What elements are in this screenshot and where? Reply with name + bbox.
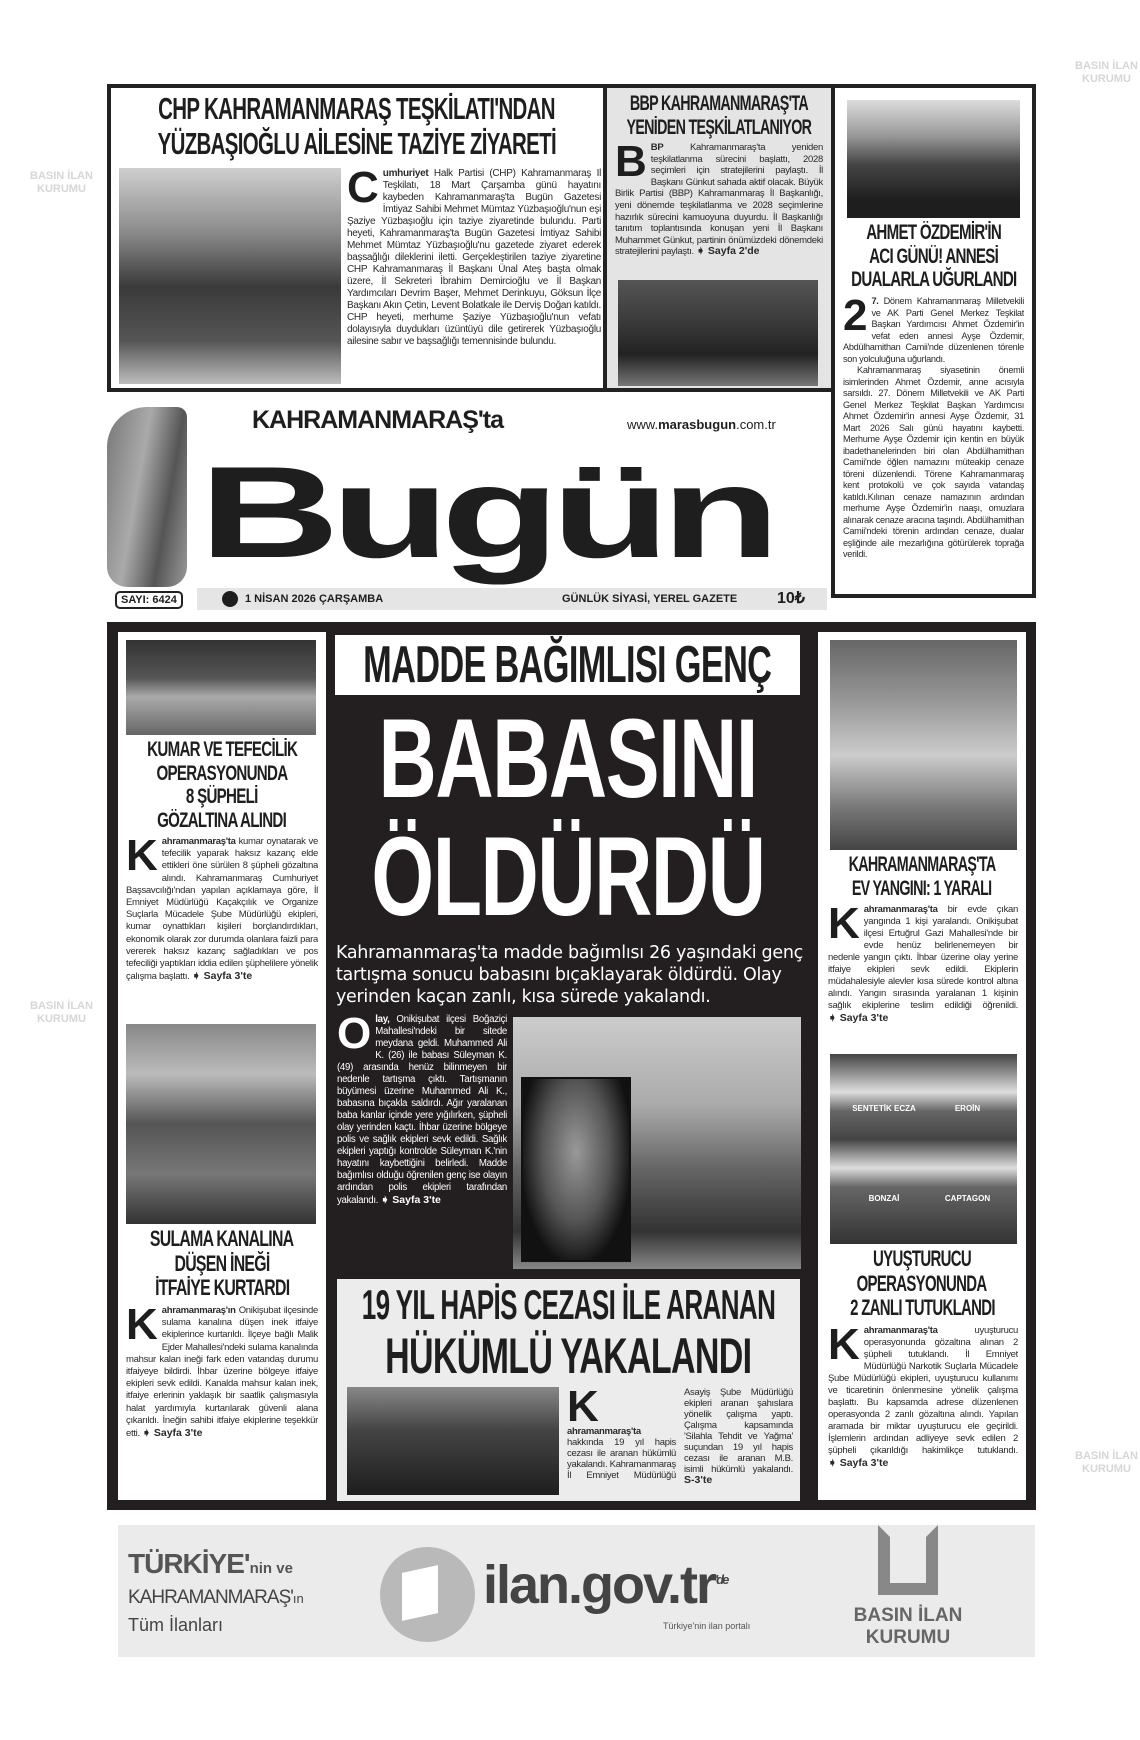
evidence-label: SENTETİK ECZA [852,1104,916,1113]
scene-photo [513,1017,801,1269]
basin-ilan-logo-icon [878,1525,938,1595]
article-headline: KUMAR VE TEFECİLİK [146,738,298,761]
article-headline: OPERASYONUNDA [857,1270,987,1296]
price: 10₺ [777,590,805,607]
article-headline: CHP KAHRAMANMARAŞ TEŞKİLATI'NDAN [158,91,556,126]
watermark-text: KURUMU [1082,1463,1131,1475]
article-body: Kahramanmaraş'ta kumar oynatarak ve tefecilik yaparak haksız kazanç elde ettikleri öne sürülen 8 şüpheli gözaltına alındı. Kahramanmaraş Cumhuriyet Başsavcılığı'ndan yapılan açıklamaya göre, İl Emniyet Müdürlüğü Kaçakçılık ve Organize Suçlarla Mücadele Şube Müdürlüğü ekipleri, kumar oynattıkları kişileri borçlandırdıkları, ekonomik olarak zor durumda olanlara faizli para vererek haksız kazanç sağladıkları ve pos tefeciliği yaptıkları iddia edilen şüphelilere yönelik çalışma başlattı. ➧ Sayfa 3'te [126,836,318,983]
article-headline: YÜZBAŞIOĞLU AİLESİNE TAZİYE ZİYARETİ [157,125,557,161]
article-photo [126,1024,316,1224]
article-headline: İTFAİYE KURTARDI [154,1275,290,1301]
article-photo [347,1387,559,1495]
main-headline-line: ÖLDÜRDÜ [370,814,765,939]
right-column [818,632,1026,1500]
article-photo [126,640,316,735]
kicker-bar [335,635,800,695]
watermark [30,1000,93,1026]
article-headline: AHMET ÖZDEMİR'İN [866,221,1002,244]
article-headline: DUALARLA UĞURLANDI [851,268,1017,292]
continue-link[interactable]: ➧ Sayfa 3'te [828,1457,889,1469]
article-headline: YENİDEN TEŞKİLATLANIYOR [626,115,812,139]
article-headline: BBP KAHRAMANMARAŞ'TA [629,92,809,115]
issue-date: 1 NİSAN 2026 ÇARŞAMBA [245,593,384,605]
main-headline-line: BABASINI [378,696,757,821]
article-photo [119,168,341,384]
article-ozdemir[interactable] [831,84,1036,598]
basin-ilan-logo: BASIN İLAN KURUMU [853,1605,963,1648]
watermark-text: BASIN İLAN [30,170,93,182]
article-headline: 2 ZANLI TUTUKLANDI [849,1295,995,1321]
article-body: Cumhuriyet Halk Partisi (CHP) Kahramanmaraş İl Teşkilatı, 18 Mart Çarşamba günü hayatını kaybeden Kahramanmaraş'ta Bugün Gazetesi İmtiyaz Sahibi Mehmet Mümtaz Yüzbaşıoğlu'nun eşi Şaziye Yüzbaşıoğlu için taziye ziyaretinde bulundu. Parti heyeti, Kahramanmaraş'ta Bugün Gazetesi İmtiyaz Sahibi Mehmet Mümtaz Yüzbaşıoğlu'nu gazetede ziyaret ederek başsağlığı dileklerini iletti. Gerçekleştirilen taziye ziyaretine CHP Kahramanmaraş İl Başkanı Ünal Ateş başta olmak üzere, İl Sekreteri İbrahim Demircioğlu ve İl Başkan Yardımcıları Devrim Başer, Mehmet Derinkuyu, Göksun İlçe Başkanı Akın Çetin, Levent Bolatkale ile Derviş Doğan katıldı. CHP heyeti, merhume Şaziye Yüzbaşıoğlu'nun vefatı dolayısıyla duydukları üzüntüyü dile getirerek Yüzbaşıoğlu ailesine sabır ve başsağlığı temennisinde bulundu. [347,168,601,347]
main-body: Olay, Onikişubat ilçesi Boğaziçi Mahallesi'ndeki bir sitede meydana geldi. Muhammed Ali K. (26) ile babası Süleyman K. (49) arasında henüz bilinmeyen bir nedenle tartışma çıktı. Tartışmanın büyümesi üzerine Muhammed Ali K., babasına bıçakla saldırdı. Ağır yaralanan baba kanlar içinde yere yığılırken, şüpheli olay yerinden kaçtı. İhbar üzerine bölgeye polis ve sağlık ekipleri sevk edildi. Sağlık ekipleri yaptığı kontrolde Süleyman K.'nin hayatını kaybettiğini belirledi. Madde bağımlısı olduğu öğrenilen genç ise olayın ardından polis ekipleri tarafından yakalandı. ➧ Sayfa 3'te [337,1014,507,1206]
watermark [30,170,93,196]
left-column [118,632,326,1500]
article-hukumlu[interactable] [337,1279,800,1501]
watermark-text: KURUMU [37,1013,86,1025]
article-body: Kahramanmaraş'ın Onikişubat ilçesinde sulama kanalına düşen inek itfaiye ekiplerince kurtarıldı. İlçeye bağlı Malik Ejder Mahallesi'ndeki sulama kanalında mahsur kalan ineği fark eden vatandaş durumu itfaiyeye bildirdi. İhbar üzerine bölgeye itfaiye ekipleri sevk edildi. Kanalda mahsur kalan inek, itfaiye erlerinin yaklaşık bir saatlik çalışmasıyla halat yardımıyla kurtarılarak güvenli alana çıkarıldı. İneğin sahibi itfaiye ekiplerine teşekkür etti. ➧ Sayfa 3'te [126,1305,318,1440]
continue-link[interactable]: S-3'te [684,1474,713,1486]
article-body: Kahramanmaraş'ta bir evde çıkan yangında 1 kişi yaralandı. Onikişubat ilçesi Ertuğrul Gazi Mahallesi'nde bir evde henüz belirlenemeyen bir nedenle yangın çıktı. İhbar üzerine olay yerine itfaiye ekipleri sevk edildi. Ekiplerin müdahalesiyle alevler kısa sürede kontrol altına alındı. Yangın sırasında yaralanan 1 kişinin sağlık ekiplerine teslim edildiği öğrenildi. ➧ Sayfa 3'te [828,904,1018,1024]
article-headline: SULAMA KANALINA [150,1226,294,1251]
suspect-portrait [521,1077,631,1262]
continue-link[interactable]: ➧ Sayfa 3'te [380,1194,441,1206]
watermark-text: KURUMU [1082,73,1131,85]
evidence-label: BONZAİ [868,1194,900,1203]
article-body: K ahramanmaraş'ta hakkında 19 yıl hapis cezası ile aranan hükümlü yakalandı. Kahramanmaraş İl Emniyet Müdürlüğü Asayiş Şube Müdürlüğü ekipleri aranan şahıslara yönelik çalışma yaptı. Çalışma kapsamında 'Silahla Tehdit ve Yağma' suçundan 19 yıl hapis cezası ile aranan M.B. isimli hükümlü yakalandı. S-3'te [567,1387,793,1486]
article-headline: UYUŞTURUCU [873,1246,971,1271]
evidence-label: EROİN [954,1104,981,1113]
ilan-portal-logo[interactable]: $ilan.gov.tr^{'de}$ [483,1555,728,1615]
watermark [1075,1450,1138,1476]
flag-emblem [107,407,187,587]
article-headline: ACI GÜNÜ! ANNESİ [869,244,999,268]
masthead-city: KAHRAMANMARAŞ'ta [252,406,504,434]
continue-link[interactable]: ➧ Sayfa 3'te [191,970,253,983]
watermark-text: BASIN İLAN [1075,60,1138,72]
main-headline[interactable] [330,696,805,939]
masthead-logo: Bugün [199,439,772,585]
article-headline: OPERASYONUNDA [156,761,288,785]
article-headline: GÖZALTINA ALINDI [157,808,287,832]
ilan-logo-icon [380,1547,475,1642]
website-url[interactable]: www.marasbugun.com.tr [627,417,776,432]
continue-link[interactable]: ➧ Sayfa 2'de [696,245,760,258]
article-headline: DÜŞEN İNEĞİ [174,1250,270,1276]
ad-banner[interactable] [118,1525,1035,1657]
article-headline: 8 ŞÜPHELİ [186,785,258,809]
article-headline: KAHRAMANMARAŞ'TA [848,853,996,876]
issue-number: SAYI: 6424 [115,591,183,609]
continue-link[interactable]: ➧ Sayfa 3'te [142,1427,203,1440]
article-bbp[interactable] [603,84,835,392]
bullet-icon [222,591,238,607]
evidence-label: CAPTAGON [944,1194,991,1203]
tagline: GÜNLÜK SİYASİ, YEREL GAZETE [562,593,738,605]
ad-text: TÜRKİYE'nin ve KAHRAMANMARAŞ'ın Tüm İlanları [128,1548,304,1635]
kicker-headline: MADDE BAĞIMLISI GENÇ [363,636,772,694]
article-photo [830,640,1017,850]
watermark-text: BASIN İLAN [1075,1450,1138,1462]
watermark-text: KURUMU [37,183,86,195]
article-photo [830,1054,1017,1244]
main-deck: Kahramanmaraş'ta madde bağımlısı 26 yaşındaki genç tartışma sonucu babasını bıçaklayarak öldürdü. Olay yerinden kaçan zanlı, kısa sürede yakalandı. [336,943,803,1007]
article-headline: HÜKÜMLÜ YAKALANDI [385,1328,752,1385]
article-headline: 19 YIL HAPİS CEZASI İLE ARANAN [361,1281,776,1328]
article-body: 2 7. Dönem Kahramanmaraş Milletvekili ve AK Parti Genel Merkez Teşkilat Başkan Yardımcısı Ahmet Özdemir'in vefat eden annesi Ayşe Özdemir, Abdülhamithan Camii'nde düzenlenen törenle son yolculuğuna uğurlandı. Kahramanmaraş siyasetinin önemli isimlerinden Ahmet Özdemir, anne acısıyla sarsıldı. 27. Dönem Milletvekili ve AK Parti Genel Merkez Teşkilat Başkan Yardımcısı Ahmet Özdemir'in annesi Ayşe Özdemir, 31 Mart 2026 Salı günü hayatını kaybetti. Merhume Ayşe Özdemir için kentin en büyük ibadethanelerinden biri olan Abdülhamithan Camii'nde öğlen namazını müteakip cenaze töreni düzenlendi. Törene Kahramanmaraş kent protokolü ve çok sayıda vatandaş katıldı.Kılınan cenaze namazının ardından merhume Ayşe Özdemir'in naaşı, omuzlara alınarak cenaze aracına taşındı. Abdülhamithan Camii'ndeki törenin ardından cenaze, dualar eşliğinde aile mezarlığına götürülerek toprağa verildi. [843,296,1024,559]
watermark-text: BASIN İLAN [30,1000,93,1012]
article-chp[interactable] [107,84,607,392]
article-body: BBP Kahramanmaraş'ta yeniden teşkilatlanma sürecini başlattı, 2028 seçimleri için stratejilerini paylaştı. İl Başkanı Günkut sahada aktif olacak. Büyük Birlik Partisi (BBP) Kahramanmaraş İl Başkanlığı, yeni dönemde teşkilatlanma ve 2028 seçimlerine hazırlık sürecini kamuoyuna duyurdu. İl Başkanlığı tanıtım toplantısında konuşan yeni İl Başkanı Muhammet Günkut, partinin önümüzdeki dönemdeki stratejilerini paylaştı. ➧ Sayfa 2'de [615,142,823,258]
article-body: Kahramanmaraş'ta uyuşturucu operasyonunda gözaltına alınan 2 şüpheli tutuklandı. İl Emniyet Müdürlüğü Narkotik Suçlarla Mücadele Şube Müdürlüğü ekipleri, uyuşturucu kullanımı ve ticaretinin önlenmesine yönelik çalışma başlattı. Bu kapsamda adrese düzenlenen operasyonda 2 zanlı gözaltına alındı. Yapılan aramada bir miktar uyuşturucu ele geçirildi. İşlemlerin ardından adliyeye sevk edilen 2 şüpheli çıkarıldığı hakimlikçe tutuklandı. ➧ Sayfa 3'te [828,1325,1018,1469]
watermark [1075,60,1138,86]
ilan-portal-subtitle: Türkiye'nin ilan portalı [663,1621,751,1631]
article-photo [847,100,1020,218]
article-photo [618,280,818,386]
masthead [107,395,827,610]
article-headline: EV YANGINI: 1 YARALI [852,876,992,900]
continue-link[interactable]: ➧ Sayfa 3'te [828,1012,889,1024]
